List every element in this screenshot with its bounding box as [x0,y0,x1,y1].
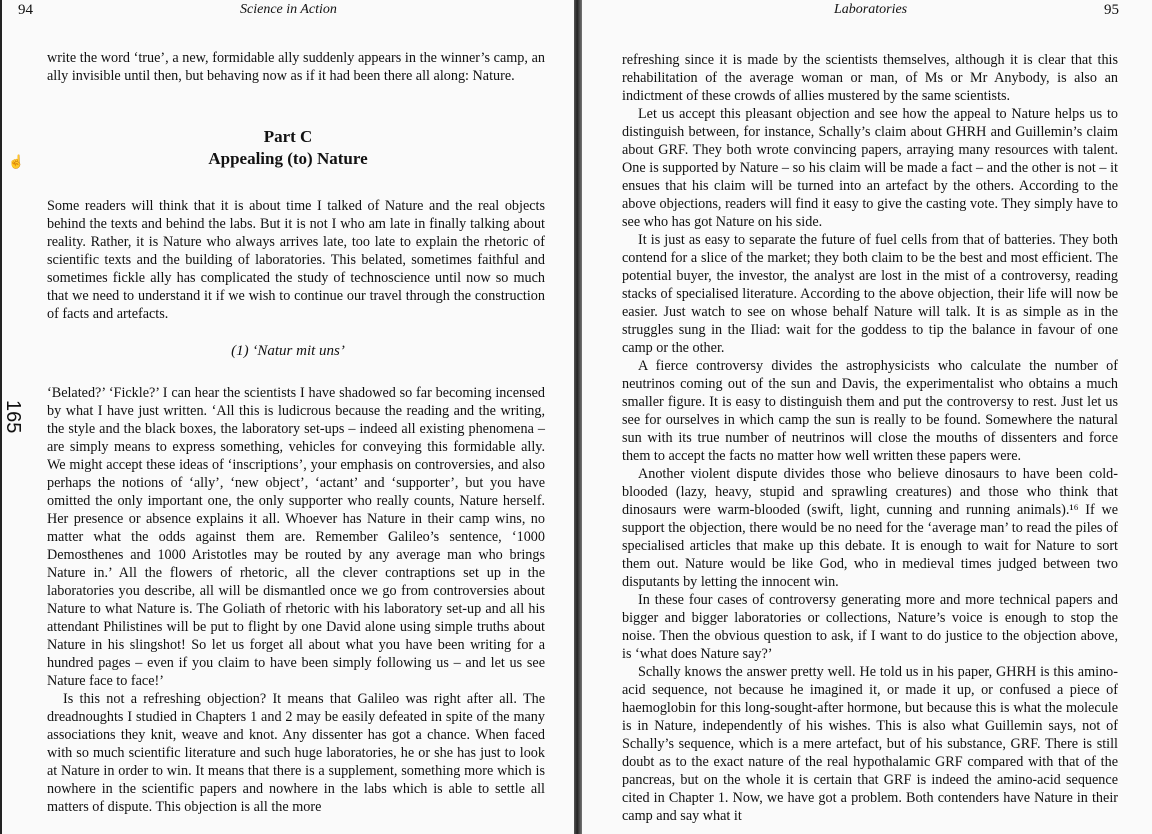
left-page-number: 94 [18,2,33,18]
left-para-block [47,197,545,323]
pointing-hand-icon: ☝ [8,154,25,169]
right-running-head: Laboratories [834,2,908,17]
paragraph: Schally knows the answer pretty well. He told us in his paper, GHRH is this amino-acid sequence, not because he imagined it, or made it up, or confused a piece of haemoglobin for this long-sought-after hormone, but because this is what the molecule is in Nature, independently of his wishes. This is also what Guillemin says, not of Schally’s sequence, which is a mere artefact, but of his substance, GRF. There is still doubt as to the exact nature of the real hypothalamic GRF compared with that of the pancreas, but on the whole it is certain that GRF is indeed the amino-acid sequence cited in Chapter 1. Now, we have got a problem. Both contenders have Nature in their camp and say what it [622,664,1118,824]
page-edge [0,0,2,834]
right-page-number: 95 [1104,2,1119,18]
part-title: Appealing (to) Nature [208,149,368,168]
left-intro-paragraph [47,49,545,85]
paragraph: ‘Belated?’ ‘Fickle?’ I can hear the scientists I have shadowed so far becoming incensed by what I have just written. ‘All this is ludicrous because the reading and the writing, the style and the black boxes, the laboratory set-ups – indeed all existing phenomena – are simply means to express something, vehicles for conveying this formidable ally. We might accept these ideas of ‘inscriptions’, your emphasis on controversies, and also perhaps the notions of ‘ally’, ‘new object’, ‘actant’ and ‘supporter’, but you have omitted the only important one, the only supporter who really counts, Nature herself. Her presence or absence explains it all. Whoever has Nature in their camp wins, no matter what the odds against them are. Remember Galileo’s sentence, ‘1000 Demosthenes and 1000 Aristotles may be routed by any average man who brings Nature in.’ All the flowers of rhetoric, all the clever contraptions set up in the laboratories you describe, all will be dismantled once we go from controversies about Nature to what Nature is. The Goliath of rhetoric with his laboratory set-up and all his attendant Philistines will be put to flight by one David alone using simple truths about Nature in his slingshot! So let us forget all about what you have been writing for a hundred pages – even if you claim to have been simply following us – and let us see Nature face to face!’ [47,385,545,689]
part-label: Part C [263,127,313,146]
paragraph: Is this not a refreshing objection? It means that Galileo was right after all. The dreadnoughts I studied in Chapters 1 and 2 may be easily defeated in spite of the many associations they knit, weave and knot. Any dissenter has got a chance. When faced with so much scientific literature and such huge laboratories, he or she has just to look at Nature in order to win. It means that there is a supplement, something more which is nowhere in the scientific papers and nowhere in the labs which is able to settle all matters of dispute. This objection is all the more [47,691,545,815]
paragraph: Some readers will think that it is about time I talked of Nature and the real objects behind the texts and behind the labs. But it is not I who am late in finally talking about reality. Rather, it is Nature who always arrives late, too late to explain the rhetoric of scientific texts and the building of laboratories. This belated, sometimes faithful and sometimes fickle ally has complicated the study of technoscience until now so much that we need to understand it if we wish to continue our travel through the construction of facts and artefacts. [47,198,545,322]
paragraph: It is just as easy to separate the future of fuel cells from that of batteries. They both contend for a slice of the market; they both claim to be the best and most efficient. The potential buyer, the investor, the analyst are lost in the mist of a controversy, reading stacks of specialised literature. According to the above objection, their life will now be easier. Just watch to see on whose behalf Nature will talk. It is as simple as in the struggles sung in the Iliad: wait for the goddess to tip the balance in favour of one camp or the other. [622,232,1118,356]
paragraph: Another violent dispute divides those who believe dinosaurs to have been cold-blooded (lazy, heavy, stupid and sprawling creatures) and those who think that dinosaurs were warm-blooded (swift, light, cunning and running animals).¹⁶ If we support the objection, there would be no need for the ‘average man’ to read the piles of specialised articles that make up this debate. It is enough to wait for Nature to sort them out. Nature would be like God, who in medieval times judged between two disputants by letting the innocent win. [622,466,1118,590]
right-page [582,0,1152,834]
left-running-head: Science in Action [240,2,337,17]
paragraph: In these four cases of controversy generating more and more technical papers and bigger and bigger laboratories or collections, Nature’s voice is enough to stop the noise. Then the obvious question to ask, if I want to do justice to the objection above, is ‘what does Nature say?’ [622,592,1118,662]
paragraph: write the word ‘true’, a new, formidable ally suddenly appears in the winner’s camp, an ally invisible until then, but behaving now as if it had been there all along: Nature. [47,50,545,84]
section-heading: (1) ‘Natur mit uns’ [231,343,345,359]
book-gutter [574,0,582,834]
left-body-block [47,384,545,816]
paragraph: Let us accept this pleasant objection and see how the appeal to Nature helps us to distinguish between, for instance, Schally’s claim about GHRH and Guillemin’s claim about GRF. They both wrote convincing papers, arraying many resources with talent. One is supported by Nature – so his claim will be made a fact – and the other is not – it ensues that his claim will be turned into an artefact by the others. According to the above objections, readers will find it easy to give the casting vote. They simply have to see who has got Nature on his side. [622,106,1118,230]
paragraph: A fierce controversy divides the astrophysicists who calculate the number of neutrinos coming out of the sun and Davis, the experimentalist who obtains a much smaller figure. It is easy to distinguish them and put the controversy to rest. Just let us see for ourselves in which camp the sun is really to be found. Somewhere the natural sun with its true number of neutrinos will close the mouths of dissenters and force them to accept the facts no matter how well written these papers were. [622,358,1118,464]
paragraph: refreshing since it is made by the scientists themselves, although it is clear that this rehabilitation of the average woman or man, of Ms or Mr Anybody, is also an indictment of these crowds of allies mustered by the same scientists. [622,52,1118,104]
margin-page-stamp: 165 [2,400,24,434]
right-body-block [622,51,1118,825]
